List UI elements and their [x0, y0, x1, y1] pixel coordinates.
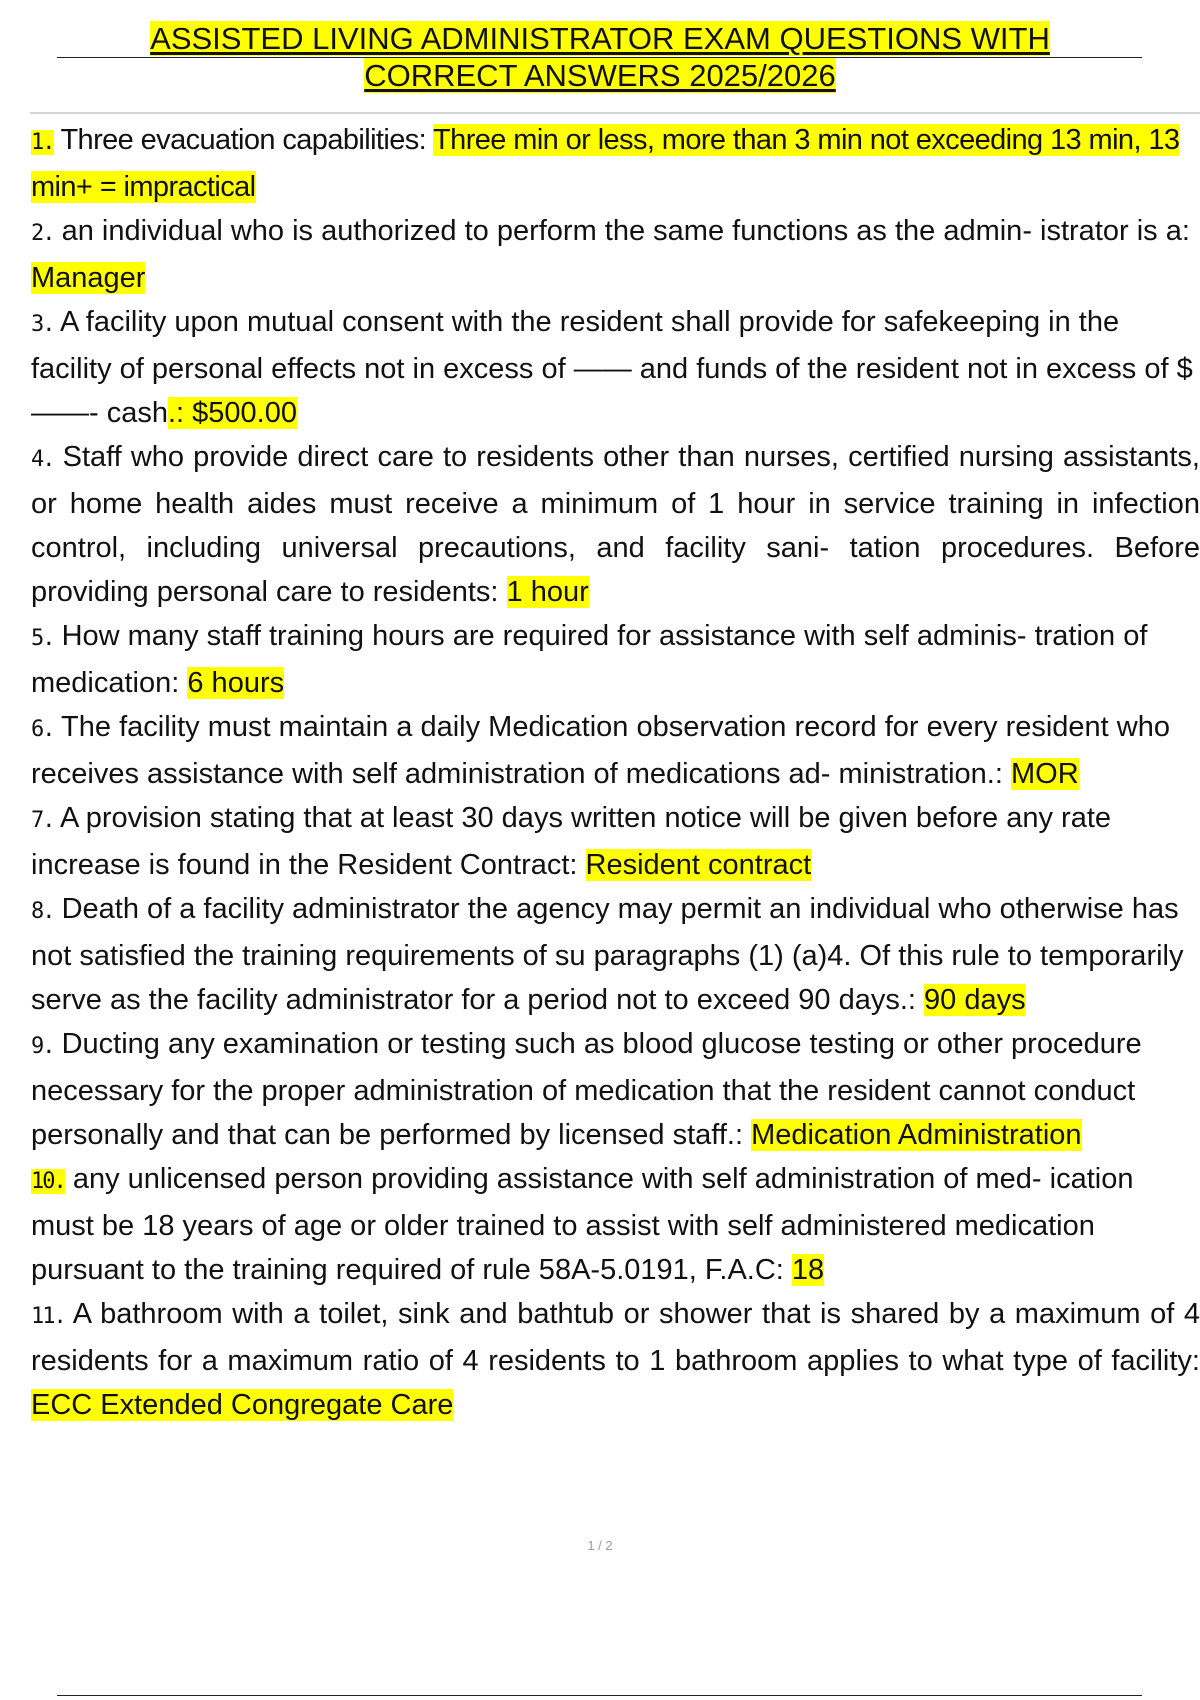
- question-number: 5.: [31, 626, 54, 651]
- question-text: Staff who provide direct care to residents other than nurses, certified nursing assistants, or home health aides must receive a minimum of 1 hour in service training in infection control, including universal precautions, and facility sani- tation procedures. Before providing personal care to residents:: [31, 441, 1200, 608]
- question-item: [31, 1157, 1200, 1292]
- question-item: [31, 614, 1200, 705]
- question-text: any unlicensed person providing assistance with self administration of med- ication must be 18 years of age or older trained to assist with self administered medication pursuant to the training required of rule 58A-5.0191, F.A.C:: [31, 1163, 1134, 1286]
- header-divider: [30, 112, 1200, 114]
- title-line-2: CORRECT ANSWERS 2025/2026: [364, 58, 836, 93]
- question-number: 1.: [31, 130, 54, 155]
- question-number: 11.: [31, 1304, 65, 1329]
- question-item: [31, 887, 1200, 1022]
- answer-highlight: .: $500.00: [167, 397, 297, 429]
- answer-highlight: 6 hours: [187, 667, 285, 699]
- question-item: [31, 796, 1200, 887]
- answer-highlight: Manager: [31, 262, 146, 294]
- answer-highlight: 1 hour: [506, 576, 589, 608]
- question-item: [31, 1292, 1200, 1427]
- question-number: 6.: [31, 717, 54, 742]
- question-number: 10.: [31, 1169, 65, 1194]
- question-text: The facility must maintain a daily Medication observation record for every resident who receives assistance with self administration of medications ad- ministration.:: [31, 711, 1170, 790]
- page-indicator: 1 / 2: [587, 1538, 613, 1553]
- question-item: [31, 1022, 1200, 1157]
- question-text: an individual who is authorized to perform the same functions as the admin- istrator is a:: [61, 215, 1190, 247]
- question-number: 9.: [31, 1034, 54, 1059]
- answer-highlight: MOR: [1010, 758, 1079, 790]
- bottom-rule: [57, 1695, 1142, 1696]
- answer-highlight: Three min or less, more than 3 min not exceeding 13 min, 13 min+ = impractical: [31, 124, 1180, 203]
- question-item: [31, 435, 1200, 614]
- question-number: 4.: [31, 447, 54, 472]
- question-item: [31, 209, 1200, 300]
- question-text: A bathroom with a toilet, sink and bathtub or shower that is shared by a maximum of 4 residents for a maximum ratio of 4 residents to 1 bathroom applies to what type of facility:: [31, 1298, 1200, 1377]
- question-number: 7.: [31, 808, 54, 833]
- document-title: [60, 20, 1140, 94]
- question-item: [31, 300, 1200, 435]
- answer-highlight: Medication Administration: [751, 1119, 1082, 1151]
- question-number: 3.: [31, 312, 54, 337]
- question-text: A provision stating that at least 30 days written notice will be given before any rate increase is found in the Resident Contract:: [31, 802, 1112, 881]
- question-text: How many staff training hours are required for assistance with self adminis- tration of medication:: [31, 620, 1148, 699]
- question-item: [31, 118, 1200, 209]
- question-number: 8.: [31, 899, 54, 924]
- answer-highlight: ECC Extended Congregate Care: [31, 1389, 454, 1421]
- question-item: [31, 705, 1200, 796]
- answer-highlight: 90 days: [924, 984, 1026, 1016]
- question-number: 2.: [31, 221, 54, 246]
- question-text: Death of a facility administrator the agency may permit an individual who otherwise has not satisfied the training requirements of su paragraphs (1) (a)4. Of this rule to temporarily serve as the facility administrator for a period not to exceed 90 days.:: [31, 893, 1184, 1016]
- question-text: Ducting any examination or testing such as blood glucose testing or other procedure necessary for the proper administration of medication that the resident cannot conduct personally and that can be performed by licensed staff.:: [31, 1028, 1142, 1151]
- question-text: A facility upon mutual consent with the resident shall provide for safekeeping in the facility of personal effects not in excess of —— and funds of the resident not in excess of $——- cash: [31, 306, 1193, 429]
- question-text: Three evacuation capabilities:: [60, 124, 427, 156]
- answer-highlight: Resident contract: [585, 849, 812, 881]
- answer-highlight: 18: [791, 1254, 825, 1286]
- question-list: [31, 118, 1200, 1427]
- title-line-1: ASSISTED LIVING ADMINISTRATOR EXAM QUESTIONS WITH: [150, 21, 1050, 56]
